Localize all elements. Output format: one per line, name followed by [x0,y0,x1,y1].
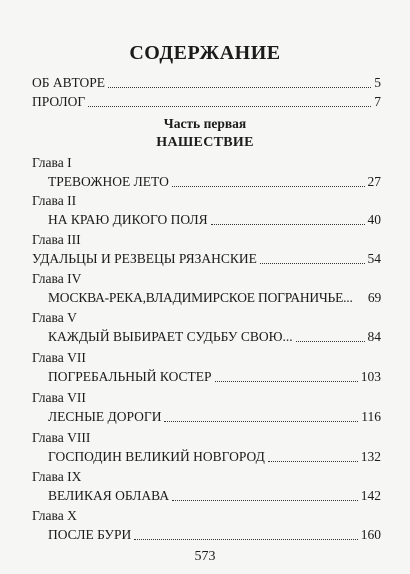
toc-entry-chapter [48,486,381,504]
toc-entry-page: 84 [367,329,381,344]
toc-entry-page: 69 [367,290,381,305]
dot-leader [108,86,371,88]
toc-entry-chapter [48,447,381,465]
toc-entry-chapter [32,249,381,267]
toc-entry-label: ПРОЛОГ [32,94,86,109]
part-name: НАШЕСТВИЕ [156,135,254,150]
toc-entry-label: ВЕЛИКАЯ ОБЛАВА [48,488,170,503]
dot-leader [268,460,358,462]
toc-entry-page: 7 [374,94,381,109]
toc-entry-label: ЛЕСНЫЕ ДОРОГИ [48,409,162,424]
chapter-number: Глава III [32,232,81,247]
chapter-number: Глава VII [32,350,86,365]
toc-entry-page: 116 [361,409,381,424]
chapter-number: Глава V [32,310,77,325]
dot-leader [211,223,365,225]
toc-entry-label: КАЖДЫЙ ВЫБИРАЕТ СУДЬБУ СВОЮ... [48,329,293,344]
toc-entry-label: ТРЕВОЖНОЕ ЛЕТО [48,174,169,189]
chapter-number: Глава I [32,155,72,170]
toc-entry-chapter [48,367,381,385]
chapter-number: Глава IX [32,469,82,484]
part-label: Часть первая [163,116,247,131]
toc-entry-about-author [32,73,381,91]
toc-entry-chapter [48,172,381,190]
dot-leader [356,302,365,303]
toc-entry-label: ГОСПОДИН ВЕЛИКИЙ НОВГОРОД [48,449,265,464]
toc-entry-page: 54 [367,251,381,266]
dot-leader [260,262,365,264]
toc-entry-label: УДАЛЬЦЫ И РЕЗВЕЦЫ РЯЗАНСКИЕ [32,251,257,266]
dot-leader [172,185,365,187]
chapter-number: Глава II [32,193,77,208]
page-number: 573 [194,549,216,564]
toc-entry-label: ПОГРЕБАЛЬНЫЙ КОСТЕР [48,369,212,384]
dot-leader [296,340,365,342]
toc-entry-page: 40 [367,212,381,227]
toc-entry-label: ОБ АВТОРЕ [32,75,106,90]
dot-leader [164,420,358,422]
chapter-number: Глава VII [32,390,86,405]
chapter-number: Глава X [32,508,77,523]
toc-entry-chapter [48,210,381,228]
toc-entry-prologue [32,92,381,110]
toc-entry-chapter [48,288,381,306]
dot-leader [215,380,358,382]
toc-entry-page: 27 [367,174,381,189]
toc-entry-label: ПОСЛЕ БУРИ [48,527,132,542]
toc-entry-label: МОСКВА-РЕКА,ВЛАДИМИРСКОЕ ПОГРАНИЧЬЕ... [48,290,353,305]
toc-entry-chapter [48,525,381,543]
dot-leader [134,538,358,540]
dot-leader [88,105,371,107]
chapter-number: Глава IV [32,271,82,286]
toc-entry-chapter [48,327,381,345]
toc-entry-chapter [48,407,381,425]
toc-entry-page: 142 [360,488,381,503]
toc-entry-page: 160 [360,527,381,542]
chapter-number: Глава VIII [32,430,91,445]
dot-leader [172,499,358,501]
toc-entry-page: 132 [360,449,381,464]
toc-entry-label: НА КРАЮ ДИКОГО ПОЛЯ [48,212,208,227]
toc-entry-page: 5 [374,75,381,90]
page-title: СОДЕРЖАНИЕ [129,42,281,64]
toc-entry-page: 103 [360,369,381,384]
